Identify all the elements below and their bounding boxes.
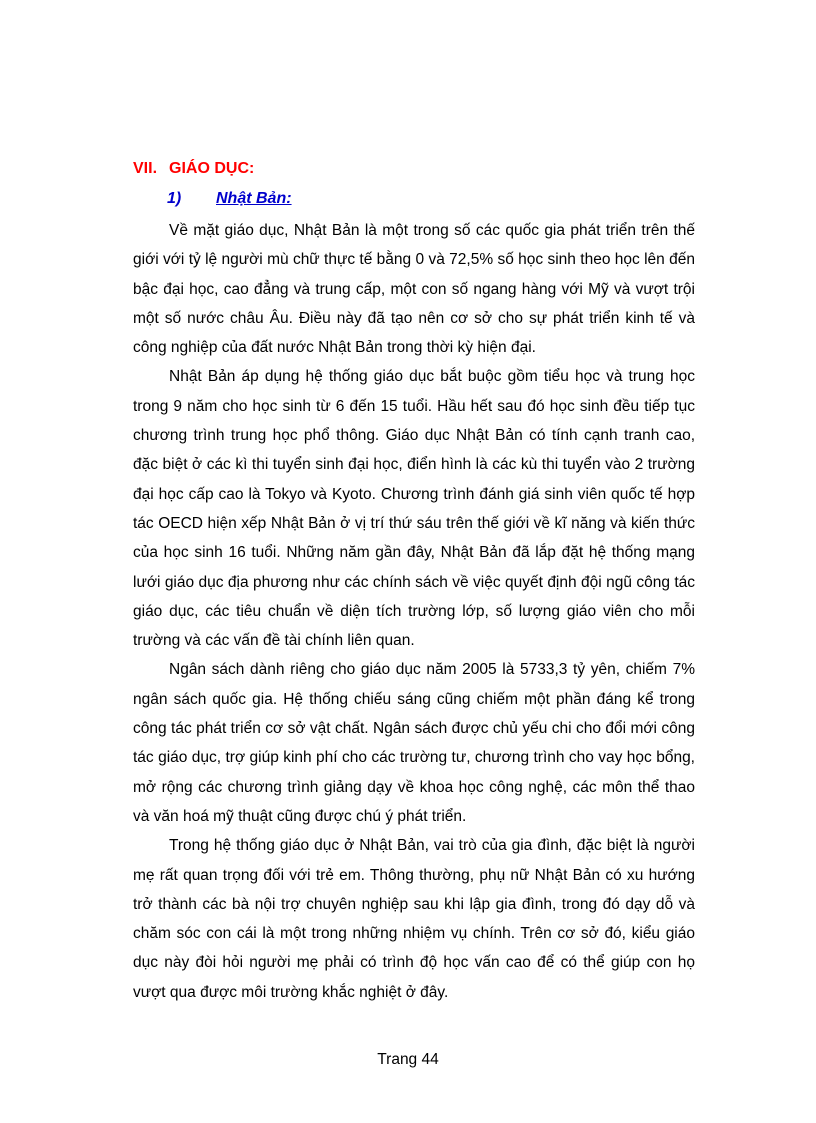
section-number: VII. bbox=[133, 160, 158, 177]
body-text bbox=[133, 216, 695, 1007]
subsection-heading bbox=[167, 190, 292, 208]
section-heading bbox=[133, 160, 254, 178]
subsection-title: Nhật Bản: bbox=[216, 190, 292, 207]
paragraph: Nhật Bản áp dụng hệ thống giáo dục bắt buộc gồm tiểu học và trung học trong 9 năm cho học sinh từ 6 đến 15 tuổi. Hầu hết sau đó học sinh đều tiếp tục chương trình trung học phổ thông. Giáo dục Nhật Bản có tính cạnh tranh cao, đặc biệt ở các kì thi tuyển sinh đại học, điển hình là các kù thi tuyển vào 2 trường đại học cấp cao là Tokyo và Kyoto. Chương trình đánh giá sinh viên quốc tế hợp tác OECD hiện xếp Nhật Bản ở vị trí thứ sáu trên thế giới về kĩ năng và kiến thức của học sinh 16 tuổi. Những năm gần đây, Nhật Bản đã lắp đặt hệ thống mạng lưới giáo dục địa phương như các chính sách về việc quyết định đội ngũ công tác giáo dục, các tiêu chuẩn về diện tích trường lớp, số lượng giáo viên cho mỗi trường và các vấn đề tài chính liên quan. bbox=[133, 368, 695, 650]
subsection-number: 1) bbox=[167, 190, 182, 207]
page-number: Trang 44 bbox=[377, 1051, 439, 1068]
paragraph: Ngân sách dành riêng cho giáo dục năm 2005 là 5733,3 tỷ yên, chiếm 7% ngân sách quốc gia. Hệ thống chiếu sáng cũng chiếm một phần đáng kể trong công tác phát triển cơ sở vật chất. Ngân sách được chủ yếu chi cho đổi mới công tác giáo dục, trợ giúp kinh phí cho các trường tư, chương trình cho vay học bổng, mở rộng các chương trình giảng dạy về khoa học công nghệ, các môn thể thao và văn hoá mỹ thuật cũng được chú ý phát triển. bbox=[133, 661, 695, 825]
page-footer bbox=[0, 1051, 816, 1069]
section-title: GIÁO DỤC: bbox=[169, 160, 255, 177]
paragraph: Trong hệ thống giáo dục ở Nhật Bản, vai trò của gia đình, đặc biệt là người mẹ rất quan trọng đối với trẻ em. Thông thường, phụ nữ Nhật Bản có xu hướng trở thành các bà nội trợ chuyên nghiệp sau khi lập gia đình, trong đó dạy dỗ và chăm sóc con cái là một trong những nhiệm vụ chính. Trên cơ sở đó, kiểu giáo dục này đòi hỏi người mẹ phải có trình độ học vấn cao để có thể giúp con họ vượt qua được môi trường khắc nghiệt ở đây. bbox=[133, 837, 695, 1001]
paragraph: Về mặt giáo dục, Nhật Bản là một trong số các quốc gia phát triển trên thế giới với tỷ lệ người mù chữ thực tế bằng 0 và 72,5% số học sinh theo học lên đến bậc đại học, cao đẳng và trung cấp, một con số ngang hàng với Mỹ và vượt trội một số nước châu Âu. Điều này đã tạo nên cơ sở cho sự phát triển kinh tế và công nghiệp của đất nước Nhật Bản trong thời kỳ hiện đại. bbox=[133, 222, 695, 357]
